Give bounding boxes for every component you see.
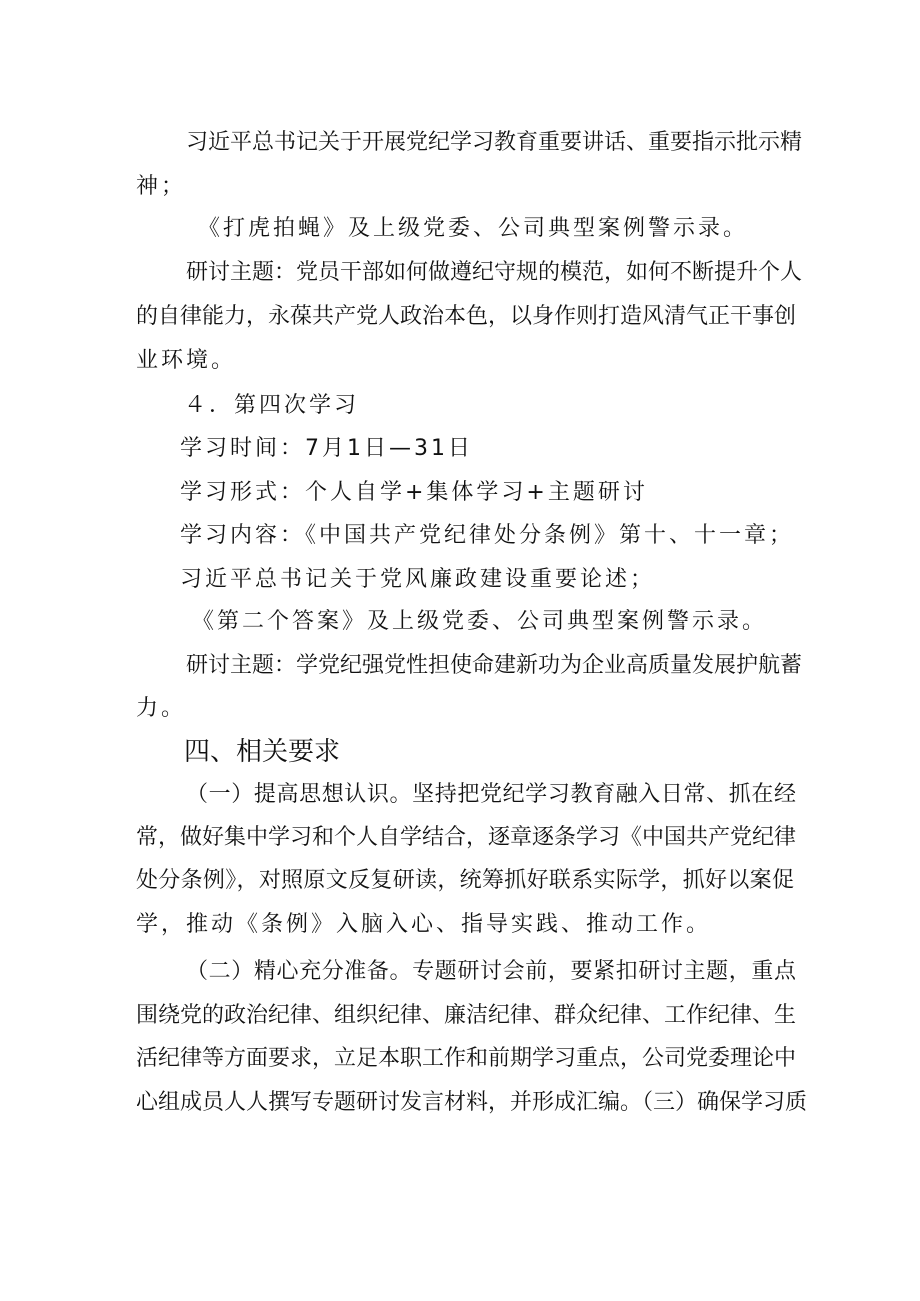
- text-line: 常，做好集中学习和个人自学结合，逐章逐条学习《中国共产党纪律: [136, 825, 797, 850]
- item-heading: ４．第四次学习: [184, 393, 360, 418]
- text-line: 《打虎拍蝇》及上级党委、公司典型案例警示录。: [198, 216, 749, 241]
- text-line: 围绕党的政治纪律、组织纪律、廉洁纪律、群众纪律、工作纪律、生: [136, 1003, 797, 1028]
- text-line: 处分条例》，对照原文反复研读，统筹抓好联系实际学，抓好以案促: [136, 868, 794, 893]
- text-line: 业环境。: [136, 348, 237, 373]
- text-line: 学习形式：个人自学+集体学习+主题研讨: [180, 480, 648, 505]
- text-line: 研讨主题：学党纪强党性担使命建新功为企业高质量发展护航蓄: [186, 653, 803, 678]
- text-line: 活纪律等方面要求，立足本职工作和前期学习重点，公司党委理论中: [136, 1046, 797, 1071]
- text-line: 学习内容：《中国共产党纪律处分条例》第十、十一章；: [180, 523, 795, 548]
- text-line: 习近平总书记关于开展党纪学习教育重要讲话、重要指示批示精: [186, 130, 803, 155]
- section-heading: 四、相关要求: [184, 737, 341, 767]
- text-line: 神；: [136, 174, 187, 199]
- text-line: 的自律能力，永葆共产党人政治本色，以身作则打造风清气正干事创: [136, 304, 797, 329]
- text-line: 心组成员人人撰写专题研讨发言材料，并形成汇编。（三）确保学习质: [136, 1090, 808, 1115]
- text-line: （一）提高思想认识。坚持把党纪学习教育融入日常、抓在经: [186, 782, 796, 807]
- text-line: （二）精心充分准备。专题研讨会前，要紧扣研讨主题，重点: [186, 959, 796, 984]
- text-line: 《第二个答案》及上级党委、公司典型案例警示录。: [192, 609, 768, 634]
- text-line: 学，推动《条例》入脑入心、指导实践、推动工作。: [136, 912, 712, 937]
- text-line: 学习时间：7月1日—31日: [180, 436, 473, 461]
- text-line: 力。: [136, 696, 187, 721]
- text-line: 研讨主题：党员干部如何做遵纪守规的模范，如何不断提升个人: [186, 260, 803, 285]
- text-line: 习近平总书记关于党风廉政建设重要论述；: [180, 567, 656, 592]
